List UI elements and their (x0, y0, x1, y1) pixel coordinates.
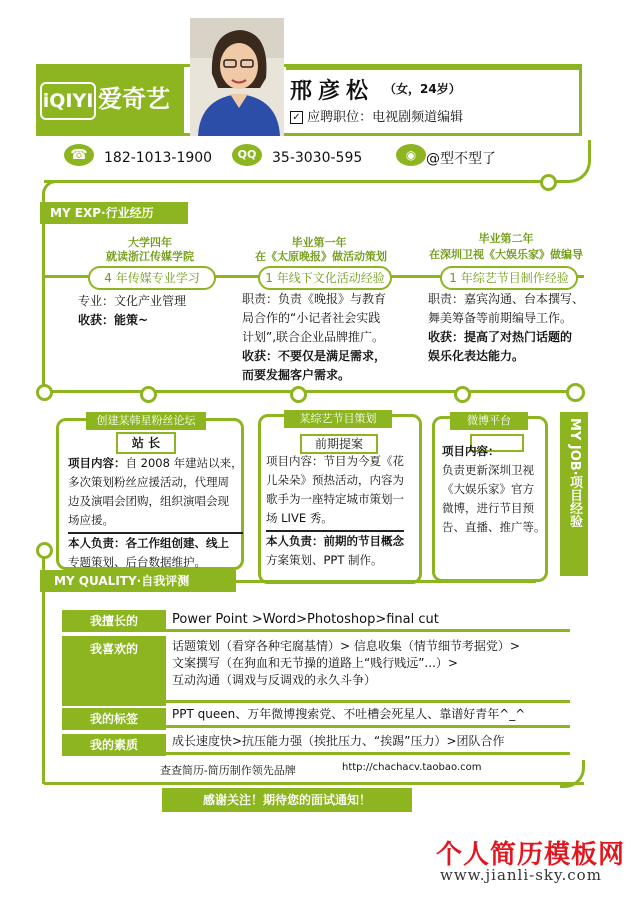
project-detail-3 (442, 442, 546, 537)
project-line: 《大娱乐家》官方 (442, 482, 534, 496)
exp-bottom-line (44, 390, 574, 393)
phone-icon: ☎ (64, 144, 94, 166)
phone-number: 182-1013-1900 (104, 150, 213, 166)
project-detail-2 (266, 452, 404, 570)
project-header: 某综艺节目策划 (284, 410, 392, 428)
project-line: 项目内容： (442, 444, 500, 458)
exp-line: 职责：嘉宾沟通、台本撰写、 (428, 292, 585, 306)
header-name-strip (286, 64, 582, 70)
project-line: 儿朵朵》预热活动，内容为 (266, 473, 404, 487)
quality-rule (166, 725, 570, 728)
quality-line: 互动沟通（调戏与反调戏的永久斗争） (172, 673, 377, 687)
project-header: 创建某韩星粉丝论坛 (86, 412, 206, 430)
quality-top-dot (36, 542, 53, 559)
source-brand: 查查简历-简历制作领先品牌 (160, 764, 296, 777)
project-line: 本人负责：前期的节目概念 (266, 534, 404, 548)
iqiyi-logo: iQIYI (40, 82, 96, 120)
project-line: 专题策划、后台数据维护。 (68, 555, 206, 569)
quality-value: Power Point >Word>Photoshop>final cut (172, 612, 439, 627)
qq-number: 35-3030-595 (272, 150, 363, 166)
watermark-url: www.jianli-sky.com (440, 866, 602, 884)
quality-value: PPT queen、万年微博搜索党、不吐槽会死星人、靠谱好青年^_^ (172, 707, 526, 721)
exp-subtitle: 在深圳卫视《大娱乐家》做编导 (429, 248, 583, 261)
project-line: 场 LIVE 秀。 (266, 511, 333, 525)
exp-bottom-dot-left (36, 384, 53, 401)
exp-line: 收获：不要仅是满足需求， (242, 349, 387, 363)
exp-line: 收获：提高了对热门话题的 (428, 330, 573, 344)
qq-icon: QQ (232, 144, 262, 166)
quality-rule (166, 629, 570, 632)
exp-pill: 4 年传媒专业学习 (88, 266, 216, 290)
quality-value (172, 638, 520, 689)
exp-bottom-dot-mid2 (290, 386, 307, 403)
quality-rule (166, 700, 570, 703)
exp-subtitle: 在《太原晚报》做活动策划 (255, 250, 387, 263)
profile-photo (190, 18, 284, 136)
exp-line: 专业：文化产业管理 (78, 294, 187, 308)
project-line: 项目内容：节目为今夏《花 (266, 454, 404, 468)
project-line: 本人负责：各工作组创建、线上 (68, 536, 229, 550)
source-url: http://chachacv.taobao.com (342, 762, 482, 773)
exp-line: 娱乐化表达能力。 (428, 349, 525, 363)
project-role: 前期提案 (300, 434, 378, 454)
quality-label: 我的素质 (62, 734, 166, 756)
exp-bottom-dot-right (566, 383, 585, 402)
position-text: 应聘职位：电视剧频道编辑 (307, 110, 464, 125)
quality-value: 成长速度快>抗压能力强（挨批压力、“挨踢”压力）>团队合作 (172, 734, 505, 748)
job-side-title: MY JOB·项目经验 (567, 418, 582, 528)
exp-top-dot (540, 174, 557, 191)
position-row (290, 106, 463, 125)
project-role: 站 长 (116, 432, 176, 454)
quality-label: 我擅长的 (62, 610, 166, 632)
exp-detail-2 (242, 290, 386, 385)
quality-header-line (236, 580, 536, 583)
exp-line: 职责：负责《晚报》与教育 (242, 292, 387, 306)
exp-year: 毕业第一年 (291, 236, 347, 249)
checkbox-icon: ✓ (290, 111, 303, 124)
brand-name: 爱奇艺 (98, 85, 170, 113)
project-line: 微博，进行节目预 (442, 501, 534, 515)
exp-detail-1 (78, 292, 186, 330)
footer-line (44, 782, 584, 785)
exp-line: 局合作的“小记者社会实践 (242, 311, 381, 325)
quality-section-title: MY QUALITY·自我评测 (40, 570, 236, 592)
quality-rule (166, 752, 570, 755)
project-line: 歌手为一座特定城市策划一 (266, 492, 404, 506)
exp-line: 而要发掘客户需求。 (242, 368, 351, 382)
project-line: 告、直播、推广等。 (442, 520, 546, 534)
exp-top-line (52, 180, 542, 183)
project-header: 微博平台 (450, 412, 528, 430)
project-detail-1 (68, 454, 243, 572)
exp-bottom-dot-mid3 (454, 386, 471, 403)
exp-year: 大学四年 (128, 236, 172, 249)
exp-line: 计划”,联合企业品牌推广。 (242, 330, 385, 344)
candidate-meta: （女，24岁） (384, 82, 461, 96)
quality-line: 文案撰写（在狗血和无节操的道路上“贱行贱远”...）> (172, 656, 458, 670)
exp-line: 舞美筹备等前期编导工作。 (428, 311, 573, 325)
exp-left-line (42, 224, 45, 386)
exp-line: 收获：能策~ (78, 313, 149, 327)
weibo-icon: ◉ (396, 144, 426, 166)
exp-year: 毕业第二年 (478, 232, 534, 245)
project-line: 方案策划、PPT 制作。 (266, 553, 383, 567)
candidate-name: 邢彦松 (290, 79, 375, 104)
project-line: 负责更新深圳卫视 (442, 463, 534, 477)
project-text: 自 2008 年建站以来， (125, 456, 243, 470)
exp-bottom-dot-mid1 (140, 386, 157, 403)
exp-pill: 1 年综艺节目制作经验 (440, 266, 578, 290)
project-line: 边及演唱会团购，组织演唱会现 (68, 494, 229, 508)
project-line: 场应援。 (68, 513, 114, 527)
project-line: 多次策划粉丝应援活动，代理周 (68, 475, 229, 489)
project-line: 项目内容：自 2008 年建站以来， (68, 456, 243, 470)
thanks-banner: 感谢关注！期待您的面试通知！ (162, 788, 412, 812)
exp-pill: 1 年线下文化活动经验 (258, 266, 392, 290)
watermark-title: 个人简历模板网 (436, 840, 626, 870)
weibo-handle: @型不型了 (426, 151, 496, 167)
quality-label: 我的标签 (62, 708, 166, 730)
quality-label: 我喜欢的 (62, 636, 166, 706)
exp-section-title: MY EXP·行业经历 (40, 202, 188, 224)
quality-line: 话题策划（看穿各种宅腐基情）> 信息收集（情节细节考据党）> (172, 639, 520, 653)
exp-subtitle: 就读浙江传媒学院 (106, 250, 194, 263)
exp-detail-3 (428, 290, 584, 366)
